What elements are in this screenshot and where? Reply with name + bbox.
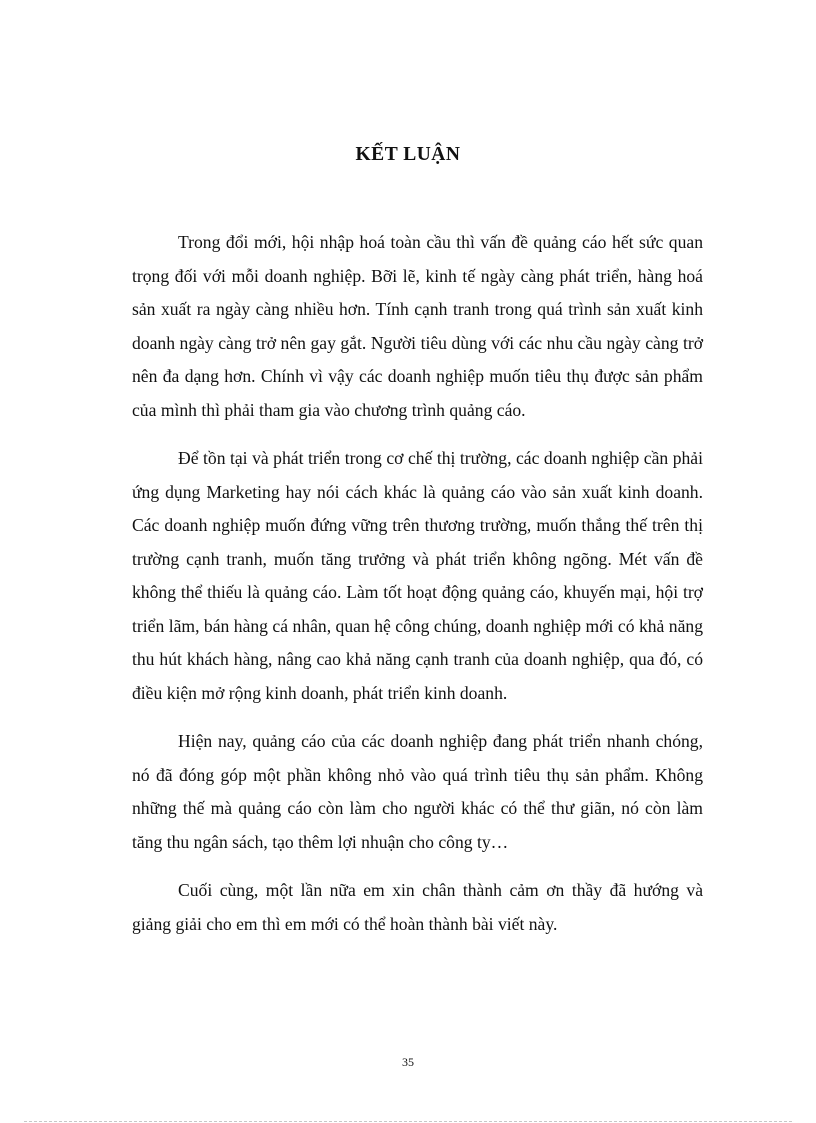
body-text [132,226,703,956]
page-number: 35 [402,1055,414,1069]
page-title: KẾT LUẬN [355,144,461,165]
paragraph-3: Hiện nay, quảng cáo của các doanh nghiệp đang phát triển nhanh chóng, nó đã đóng góp một phần không nhỏ vào quá trình tiêu thụ sản phẩm. Không những thế mà quảng cáo còn làm cho người khác có thể thư giãn, nó còn làm tăng thu ngân sách, tạo thêm lợi nhuận cho công ty… [132,731,703,852]
page-bottom-divider [24,1121,792,1122]
paragraph-2: Để tồn tại và phát triển trong cơ chế thị trường, các doanh nghiệp cần phải ứng dụng Marketing hay nói cách khác là quảng cáo vào sản xuất kinh doanh. Các doanh nghiệp muốn đứng vững trên thương trường, muốn thắng thế trên thị trường cạnh tranh, muốn tăng trưởng và phát triển không ngõng. Mét vấn đề không thể thiếu là quảng cáo. Làm tốt hoạt động quảng cáo, khuyến mại, hội trợ triển lãm, bán hàng cá nhân, quan hệ công chúng, doanh nghiệp mới có khả năng thu hút khách hàng, nâng cao khả năng cạnh tranh của doanh nghiệp, qua đó, có điều kiện mở rộng kinh doanh, phát triển kinh doanh. [132,448,703,703]
paragraph-1: Trong đổi mới, hội nhập hoá toàn cầu thì vấn đề quảng cáo hết sức quan trọng đối với mỗi doanh nghiệp. Bỡi lẽ, kinh tế ngày càng phát triển, hàng hoá sản xuất ra ngày càng nhiều hơn. Tính cạnh tranh trong quá trình sản xuất kinh doanh ngày càng trở nên gay gắt. Người tiêu dùng với các nhu cầu ngày càng trở nên đa dạng hơn. Chính vì vậy các doanh nghiệp muốn tiêu thụ được sản phẩm của mình thì phải tham gia vào chương trình quảng cáo. [132,232,703,420]
paragraph-4: Cuối cùng, một lần nữa em xin chân thành cảm ơn thầy đã hướng và giảng giải cho em thì em mới có thể hoàn thành bài viết này. [132,880,703,934]
